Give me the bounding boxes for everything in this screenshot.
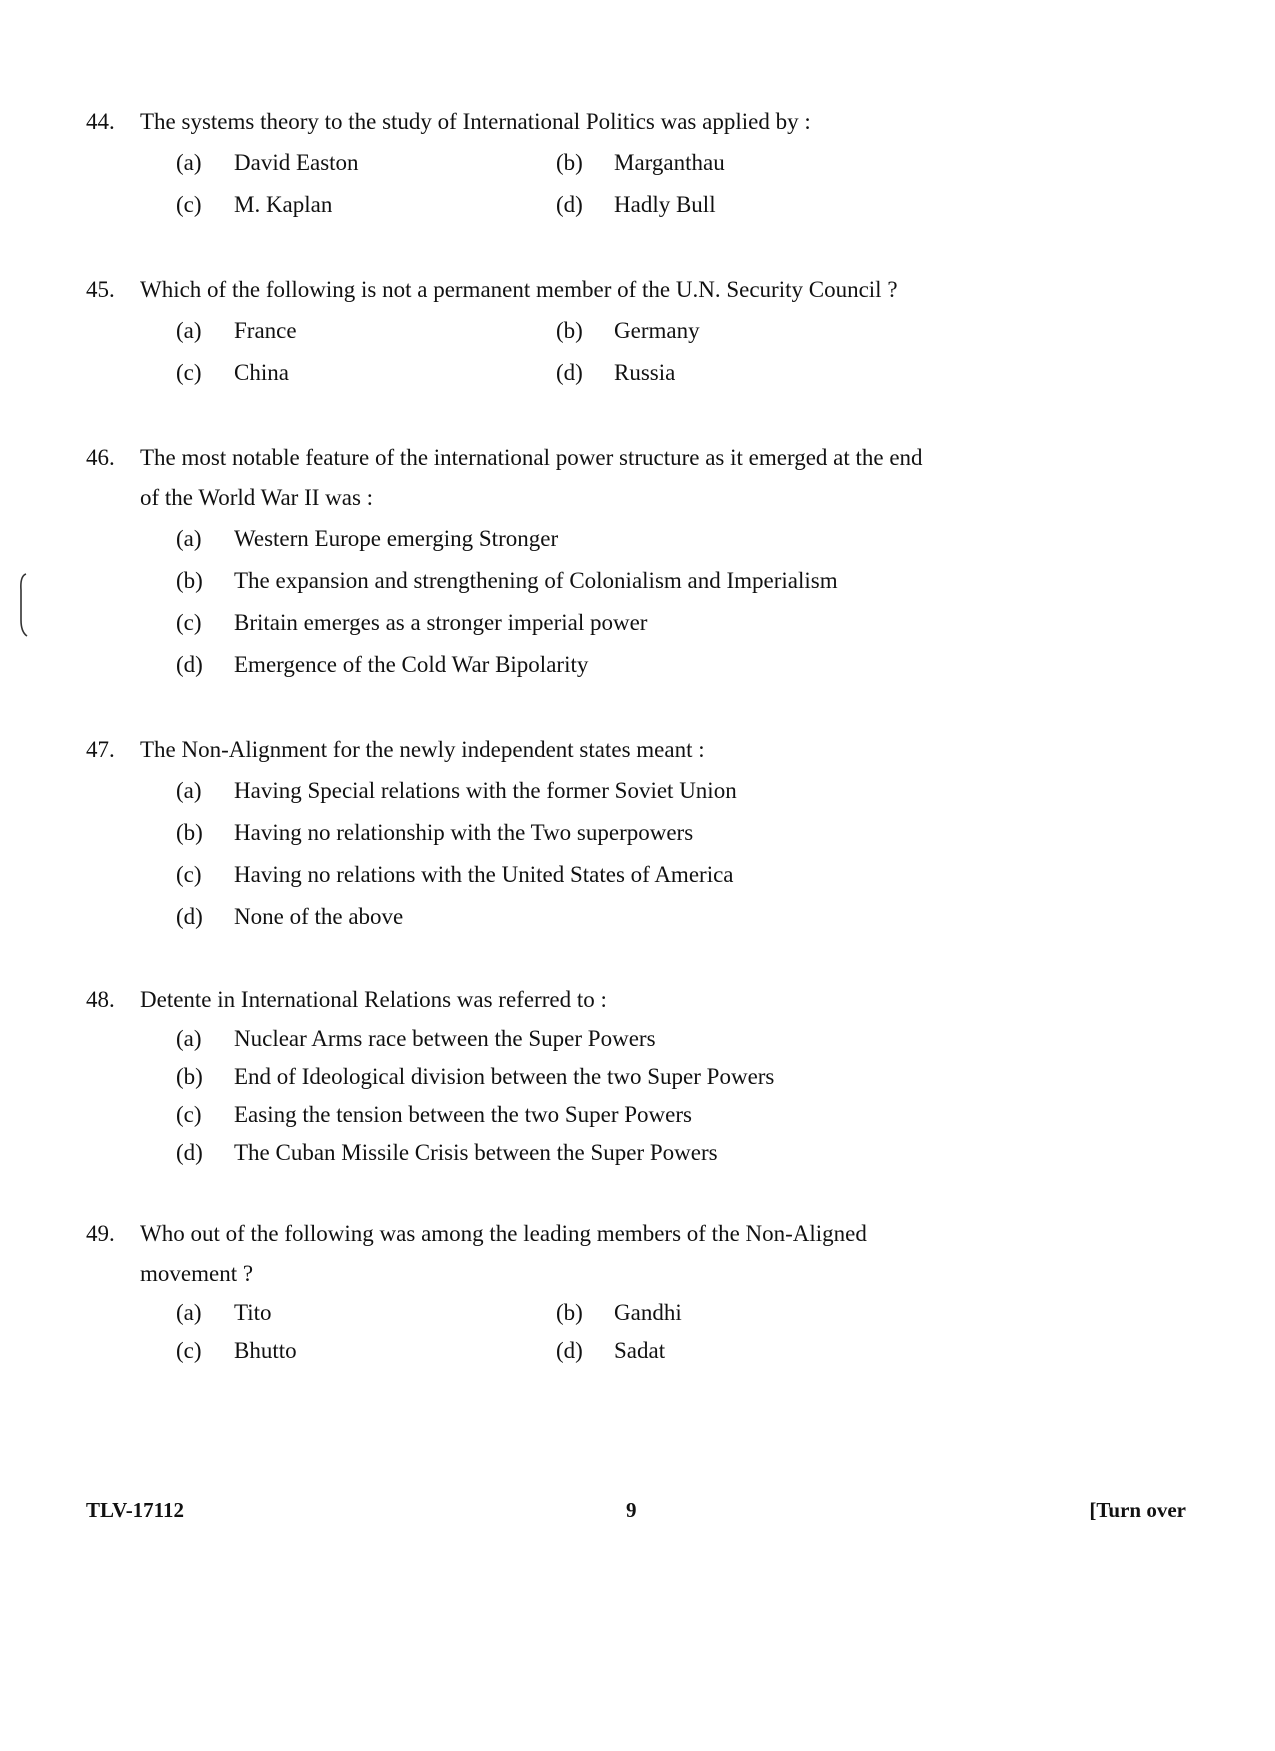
question-text: Which of the following is not a permanent member of the U.N. Security Council ? [140, 277, 898, 302]
option-letter: (b) [176, 568, 203, 593]
option-b [176, 1058, 876, 1096]
option-a [176, 1294, 556, 1332]
question-header [86, 102, 946, 142]
question-text: The systems theory to the study of International Politics was applied by : [140, 109, 811, 134]
question-header [86, 438, 946, 518]
option-text: None of the above [234, 904, 404, 929]
option-text: China [234, 360, 289, 385]
options [176, 1020, 946, 1172]
question-44 [86, 102, 946, 226]
option-text: Nuclear Arms race between the Super Powers [234, 1026, 656, 1051]
option-b [556, 142, 936, 184]
question-47 [86, 730, 946, 938]
option-text: Marganthau [614, 150, 725, 175]
option-d [176, 1134, 876, 1172]
options [176, 310, 946, 394]
question-48 [86, 980, 946, 1172]
option-text: Gandhi [614, 1300, 682, 1325]
option-d [176, 644, 876, 686]
option-b [556, 310, 936, 352]
option-letter: (c) [176, 1102, 202, 1127]
option-text: Having no relationship with the Two superpowers [234, 820, 694, 845]
question-46 [86, 438, 946, 686]
turn-over-label: [Turn over [1089, 1498, 1186, 1522]
option-text: The Cuban Missile Crisis between the Super Powers [234, 1140, 718, 1165]
option-c [176, 854, 876, 896]
question-header [86, 1214, 946, 1294]
option-letter: (d) [556, 192, 583, 217]
option-b [176, 560, 876, 602]
option-letter: (d) [556, 1338, 583, 1363]
option-text: Bhutto [234, 1338, 297, 1363]
option-letter: (a) [176, 778, 202, 803]
option-text: Easing the tension between the two Super Powers [234, 1102, 692, 1127]
option-letter: (d) [176, 1140, 203, 1165]
option-text: Germany [614, 318, 700, 343]
option-text: Emergence of the Cold War Bipolarity [234, 652, 589, 677]
options [176, 518, 946, 686]
option-a [176, 770, 876, 812]
option-a [176, 310, 556, 352]
option-letter: (a) [176, 1026, 202, 1051]
option-text: France [234, 318, 297, 343]
option-text: M. Kaplan [234, 192, 333, 217]
option-c [176, 184, 556, 226]
question-header [86, 980, 946, 1020]
option-letter: (b) [176, 1064, 203, 1089]
option-text: Having no relations with the United States of America [234, 862, 734, 887]
option-letter: (d) [176, 652, 203, 677]
option-letter: (a) [176, 526, 202, 551]
paper-code: TLV-17112 [86, 1498, 185, 1522]
options [176, 770, 946, 938]
question-number: 47. [86, 737, 115, 762]
question-number: 45. [86, 277, 115, 302]
option-letter: (c) [176, 360, 202, 385]
option-letter: (c) [176, 192, 202, 217]
question-number: 44. [86, 109, 115, 134]
option-text: Sadat [614, 1338, 666, 1363]
option-letter: (d) [556, 360, 583, 385]
option-a [176, 142, 556, 184]
question-text: The Non-Alignment for the newly independent states meant : [140, 737, 705, 762]
page-footer [86, 1498, 1186, 1528]
option-text: Western Europe emerging Stronger [234, 526, 559, 551]
option-d [556, 184, 936, 226]
question-number: 49. [86, 1221, 115, 1246]
option-c [176, 602, 876, 644]
option-a [176, 518, 876, 560]
option-c [176, 1096, 876, 1134]
bracket-scan-mark [14, 570, 34, 640]
option-text: Britain emerges as a stronger imperial power [234, 610, 648, 635]
question-header [86, 270, 946, 310]
option-d [556, 352, 936, 394]
question-45 [86, 270, 946, 394]
question-text-line-1: The most notable feature of the international power structure as it emerged at the end [140, 445, 923, 470]
option-d [176, 896, 876, 938]
question-text: Detente in International Relations was referred to : [140, 987, 607, 1012]
option-a [176, 1020, 876, 1058]
question-text-line-1: Who out of the following was among the leading members of the Non-Aligned [140, 1221, 867, 1246]
option-c [176, 1332, 556, 1370]
option-text: Tito [234, 1300, 272, 1325]
option-letter: (b) [556, 1300, 583, 1325]
option-d [556, 1332, 936, 1370]
question-text [140, 1214, 946, 1294]
question-text-line-2: of the World War II was : [140, 485, 374, 510]
option-text: David Easton [234, 150, 359, 175]
question-text [140, 438, 946, 518]
question-header [86, 730, 946, 770]
question-number: 48. [86, 987, 115, 1012]
option-letter: (a) [176, 318, 202, 343]
option-letter: (c) [176, 610, 202, 635]
option-letter: (d) [176, 904, 203, 929]
option-text: Hadly Bull [614, 192, 716, 217]
question-49 [86, 1214, 946, 1370]
page-number: 9 [626, 1498, 637, 1522]
option-letter: (b) [556, 318, 583, 343]
option-letter: (b) [556, 150, 583, 175]
question-text-line-2: movement ? [140, 1261, 254, 1286]
option-text: Russia [614, 360, 676, 385]
option-letter: (c) [176, 1338, 202, 1363]
options [176, 142, 946, 226]
option-text: The expansion and strengthening of Colonialism and Imperialism [234, 568, 838, 593]
option-b [556, 1294, 936, 1332]
option-b [176, 812, 876, 854]
option-text: Having Special relations with the former Soviet Union [234, 778, 737, 803]
option-letter: (a) [176, 1300, 202, 1325]
question-number: 46. [86, 445, 115, 470]
option-letter: (a) [176, 150, 202, 175]
option-c [176, 352, 556, 394]
options [176, 1294, 946, 1370]
option-letter: (c) [176, 862, 202, 887]
option-text: End of Ideological division between the two Super Powers [234, 1064, 775, 1089]
option-letter: (b) [176, 820, 203, 845]
